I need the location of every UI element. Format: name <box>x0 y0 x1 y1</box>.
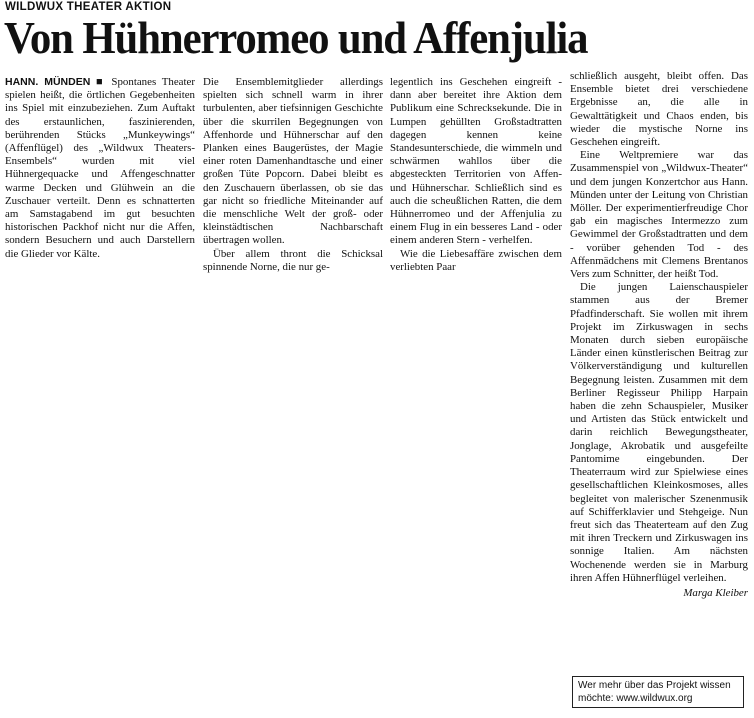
info-box: Wer mehr über das Projekt wissen möchte: www.wildwux.org <box>572 676 744 708</box>
article-paragraph: schließlich ausgeht, bleibt offen. Das Ensemble bietet drei verschiedene Ergebnisse an, die alle in Gewalttätigkeit und Chaos enden, bis wieder die mystische Norne ins Geschehen eingreift. <box>570 70 748 149</box>
article-paragraph <box>5 76 195 261</box>
dateline: HANN. MÜNDEN <box>5 76 91 88</box>
article-paragraph-continued: Über allem thront die Schicksal spinnende Norne, die nur ge- <box>203 247 383 273</box>
paragraph-text: Spontanes Theater spielen heißt, die örtlichen Gegebenheiten ins Spiel mit einzubeziehen. Zum Auftakt des erstaunlichen, faszinierenden, berührenden Stücks „Munkeywings“ (Affenflügel) des „Wildwux Theaters-Ensembels“ wurden mit viel Hühnergequacke und Affengeschnatter warme Decken und Glühwein an die Zuschauer verteilt. Denn es schnatterten am Samstagabend im gut besuchten historischen Packhof nicht nur die Affen, sondern Besuchern und auch Darstellern die Glieder vor Kälte. <box>5 76 195 260</box>
article-column-1 <box>5 76 195 261</box>
article-paragraph: Eine Weltpremiere war das Zusammenspiel von „Wildwux-Theater“ und dem jungen Konzertchor aus Hann. Münden unter der Leitung von Christian Möller. Der experimentierfreudige Chor gab ein magisches Intermezzo zum Gewimmel der Großstadtratten und dem - vorüber gehenden Tod - des Affenmädchens mit Clemens Brentanos Vers zum Schnitter, der heißt Tod. <box>570 149 748 281</box>
article-column-2 <box>203 76 383 274</box>
article-paragraph: Die jungen Laienschauspieler stammen aus der Bremer Pfadfinderschaft. Sie wollen mit ihrem Projekt im Zirkuswagen in sechs Monaten durch sieben europäische Länder einen künstlerischen Beitrag zur Völkerverständigung und kulturellen Begegnung leisten. Zusammen mit dem Berliner Regisseur Philipp Harpain haben die zehn Schauspieler, Musiker und Artisten das Stück entwickelt und darin reichlich Bewegungstheater, Jonglage, Akrobatik und ausgefeilte Pantomime eingebunden. Der Theaterraum wird zur Spielwiese eines gesellschaftlichen Kleinkosmoses, alles begleitet von malerischer Szenenmusik auf Schifferklavier und Stehgeige. Nun freut sich das Theaterteam auf den Zug mit ihren Treckern und Zirkuswagen ins sonnige Italien. Am nächsten Wochenende werden sie in Marburg ihren Affen Hühnerflügel verleihen. <box>570 281 748 584</box>
dateline-mark: ■ <box>96 76 106 88</box>
article-paragraph: Wie die Liebesaffäre zwischen dem verliebten Paar <box>390 247 562 273</box>
article-column-3 <box>390 76 562 274</box>
author-byline: Marga Kleiber <box>683 586 748 599</box>
article-column-4 <box>570 70 748 600</box>
article-paragraph: Die Ensemblemitglieder allerdings spielten sich schnell warm in ihrer turbulenten, aber tiefsinnigen Geschichte über die skurrilen Begegnungen von Affenhorde und Hühnerschar auf den Planken eines Baugerüstes, der Magie einer roten Damenhandtasche und einer großen Tüte Popcorn. Dabei bleibt es den Zuschauern überlassen, ob sie das gar nicht so friedliche Miteinander auf die menschliche Welt der groß- oder kleinstädtischen Nachbarschaft übertragen wollen. <box>203 76 383 247</box>
article-paragraph: legentlich ins Geschehen eingreift - dann aber bereitet ihre Aktion dem Publikum eine Schrecksekunde. Die in Lumpen gehüllten Großstadtratten dagegen kennen keine Standesunterschiede, die wimmeln und schwärmen wahllos über die abgesteckten Territorien von Affen- und Hühnerschar. Schließlich sind es auch die scheußlichen Ratten, die dem Hühnerromeo und der Affenjulia zu einem Flug in ein besseres Land - oder einem anderen Stern - verhelfen. <box>390 76 562 247</box>
headline: Von Hühnerromeo und Affenjulia <box>4 12 588 63</box>
kicker-label: WILDWUX THEATER AKTION <box>5 1 172 13</box>
